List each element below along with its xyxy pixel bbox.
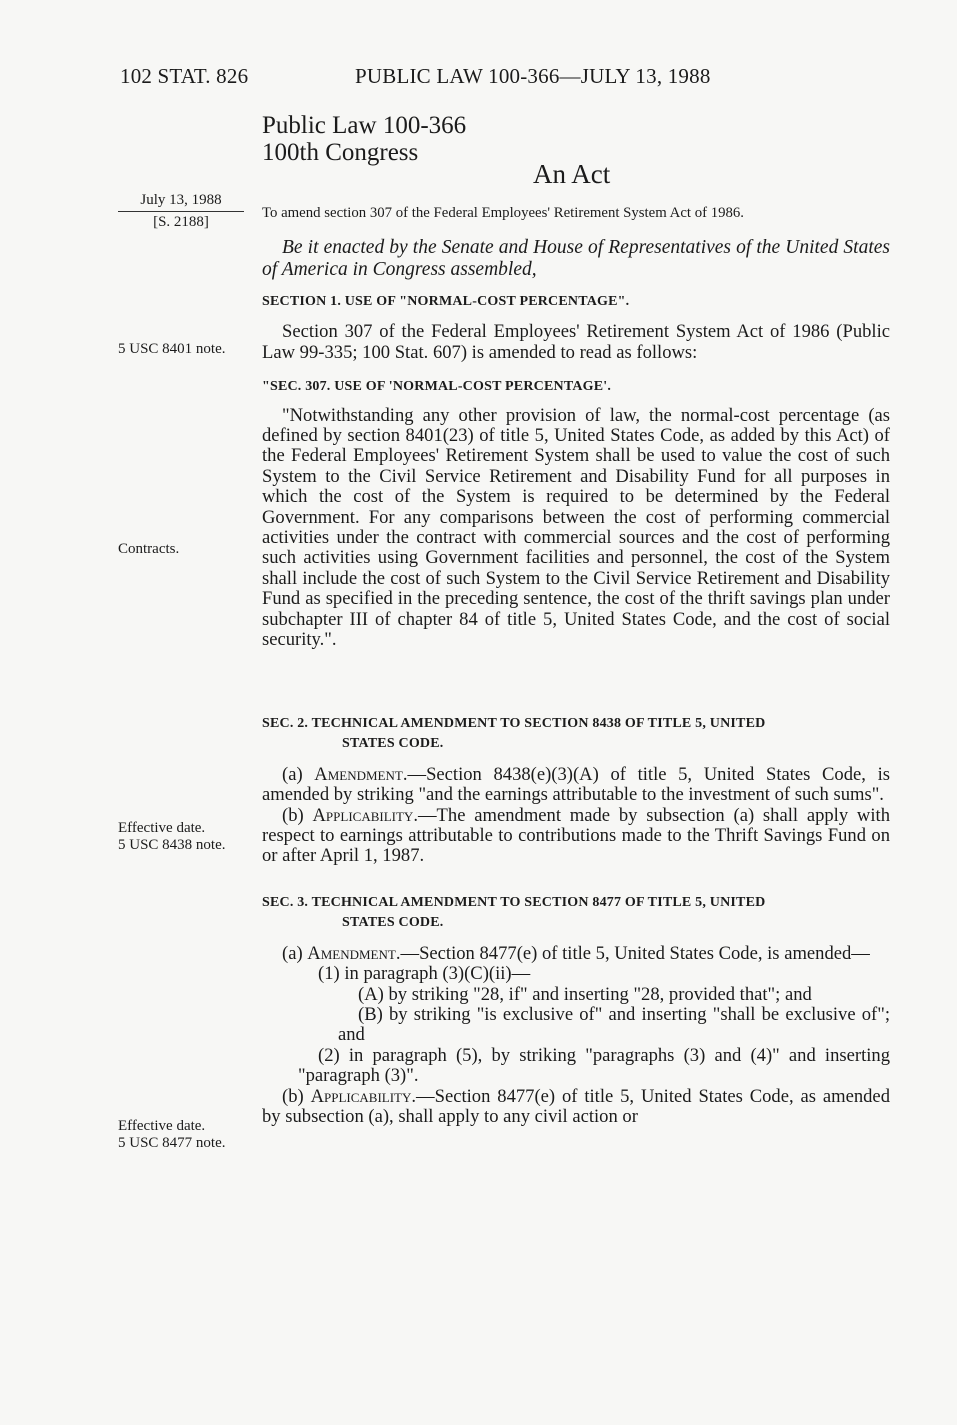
subsection-a — [262, 944, 890, 964]
subsection-caption: Applicability — [312, 804, 414, 826]
enacting-clause — [262, 237, 890, 281]
margin-note-usc-8401: 5 USC 8401 note. — [118, 341, 226, 357]
act-purpose: To amend section 307 of the Federal Employees' Retirement System Act of 1986. — [262, 205, 745, 221]
section-heading: SECTION 1. USE OF "NORMAL-COST PERCENTAGE". — [262, 294, 630, 309]
subsection-caption: Amendment — [307, 942, 396, 964]
subsection-b — [262, 1087, 890, 1128]
section-1 — [262, 292, 890, 651]
section-text: Section 307 of the Federal Employees' Retirement System Act of 1986 (Public Law 99-335; 100 Stat. 607) is amended to read as follows: — [262, 321, 890, 363]
subparagraph-a: (A) by striking "28, if" and inserting "28, provided that"; and — [358, 983, 812, 1005]
quoted-section-text: "Notwithstanding any other provision of law, the normal-cost percentage (as defined by section 8401(23) of title 5, United States Code, as added by this Act) of the Federal Employees' Retirement System shall be used to value the cost of such System to the Civil Service Retirement and Disability Fund for all purposes in which the cost of the System is required to be determined by the Federal Government. For any comparisons between the cost of performing commercial activities under the contract with commercial sources and the cost of performing such activities using Government facilities and personnel, the cost of the System shall include the cost of such System to the Civil Service Retirement and Disability Fund as specified in the preceding sentence, the cost of the thrift savings plan under subchapter III of chapter 84 of title 5, United States Code, and the cost of social security.". — [262, 404, 890, 651]
congress: 100th Congress — [262, 139, 419, 166]
section-heading-cont: STATES CODE. — [342, 915, 444, 931]
subsection-text: .—Section 8477(e) of title 5, United States Code, as amended by subsection (a), shall apply to any civil action or — [262, 1085, 890, 1128]
section-heading: SEC. 3. TECHNICAL AMENDMENT TO SECTION 8477 OF TITLE 5, UNITED — [262, 895, 766, 910]
page-stat-number: 102 STAT. 826 — [120, 64, 249, 88]
law-number: Public Law 100-366 — [262, 112, 467, 139]
section-heading: SEC. 2. TECHNICAL AMENDMENT TO SECTION 8438 OF TITLE 5, UNITED — [262, 716, 766, 731]
paragraph-1: (1) in paragraph (3)(C)(ii)— — [318, 963, 531, 985]
section-2 — [262, 714, 890, 867]
subsection-caption: Amendment — [314, 763, 403, 785]
enacting-text: Be it enacted by the Senate and House of Representatives of the United States of America in Congress assembled, — [262, 237, 890, 280]
paragraph-2: (2) in paragraph (5), by striking "paragraphs (3) and (4)" and inserting "paragraph (3)". — [298, 1044, 890, 1087]
section-3 — [262, 893, 890, 1127]
subsection-text: .—The amendment made by subsection (a) shall apply with respect to earnings attributable to contributions made to the Thrift Savings Fund on or after April 1, 1987. — [262, 804, 890, 867]
section-heading-cont: STATES CODE. — [342, 736, 444, 752]
margin-note-contracts: Contracts. — [118, 541, 180, 557]
subsection-label: (a) — [282, 942, 308, 964]
running-header: PUBLIC LAW 100-366—JULY 13, 1988 — [355, 64, 711, 88]
margin-note-usc-8477: 5 USC 8477 note. — [118, 1135, 226, 1151]
subparagraph-b: (B) by striking "is exclusive of" and inserting "shall be exclusive of"; and — [338, 1004, 890, 1046]
act-heading: An Act — [533, 159, 611, 189]
subsection-label: (a) — [282, 763, 315, 785]
subsection-text: .—Section 8477(e) of title 5, United States Code, is amended— — [395, 942, 870, 964]
subsection-label: (b) — [282, 804, 313, 826]
subsection-caption: Applicability — [310, 1085, 412, 1107]
margin-note-usc-8438: 5 USC 8438 note. — [118, 837, 226, 853]
subsection-text: .—Section 8438(e)(3)(A) of title 5, United States Code, is amended by striking "and the earnings attributable to the investment of such sums". — [262, 763, 890, 806]
title-block — [262, 112, 466, 166]
subsection-label: (b) — [282, 1085, 311, 1107]
margin-note-effective-date: Effective date. — [118, 820, 206, 836]
bill-number: [S. 2188] — [153, 214, 209, 230]
margin-note-effective-date: Effective date. — [118, 1118, 206, 1134]
quoted-section-heading: "SEC. 307. USE OF 'NORMAL-COST PERCENTAGE'. — [262, 379, 612, 395]
enactment-date-note — [118, 190, 244, 232]
subsection-b — [262, 806, 890, 867]
enactment-date: July 13, 1988 — [118, 190, 244, 212]
subsection-a — [262, 765, 890, 806]
